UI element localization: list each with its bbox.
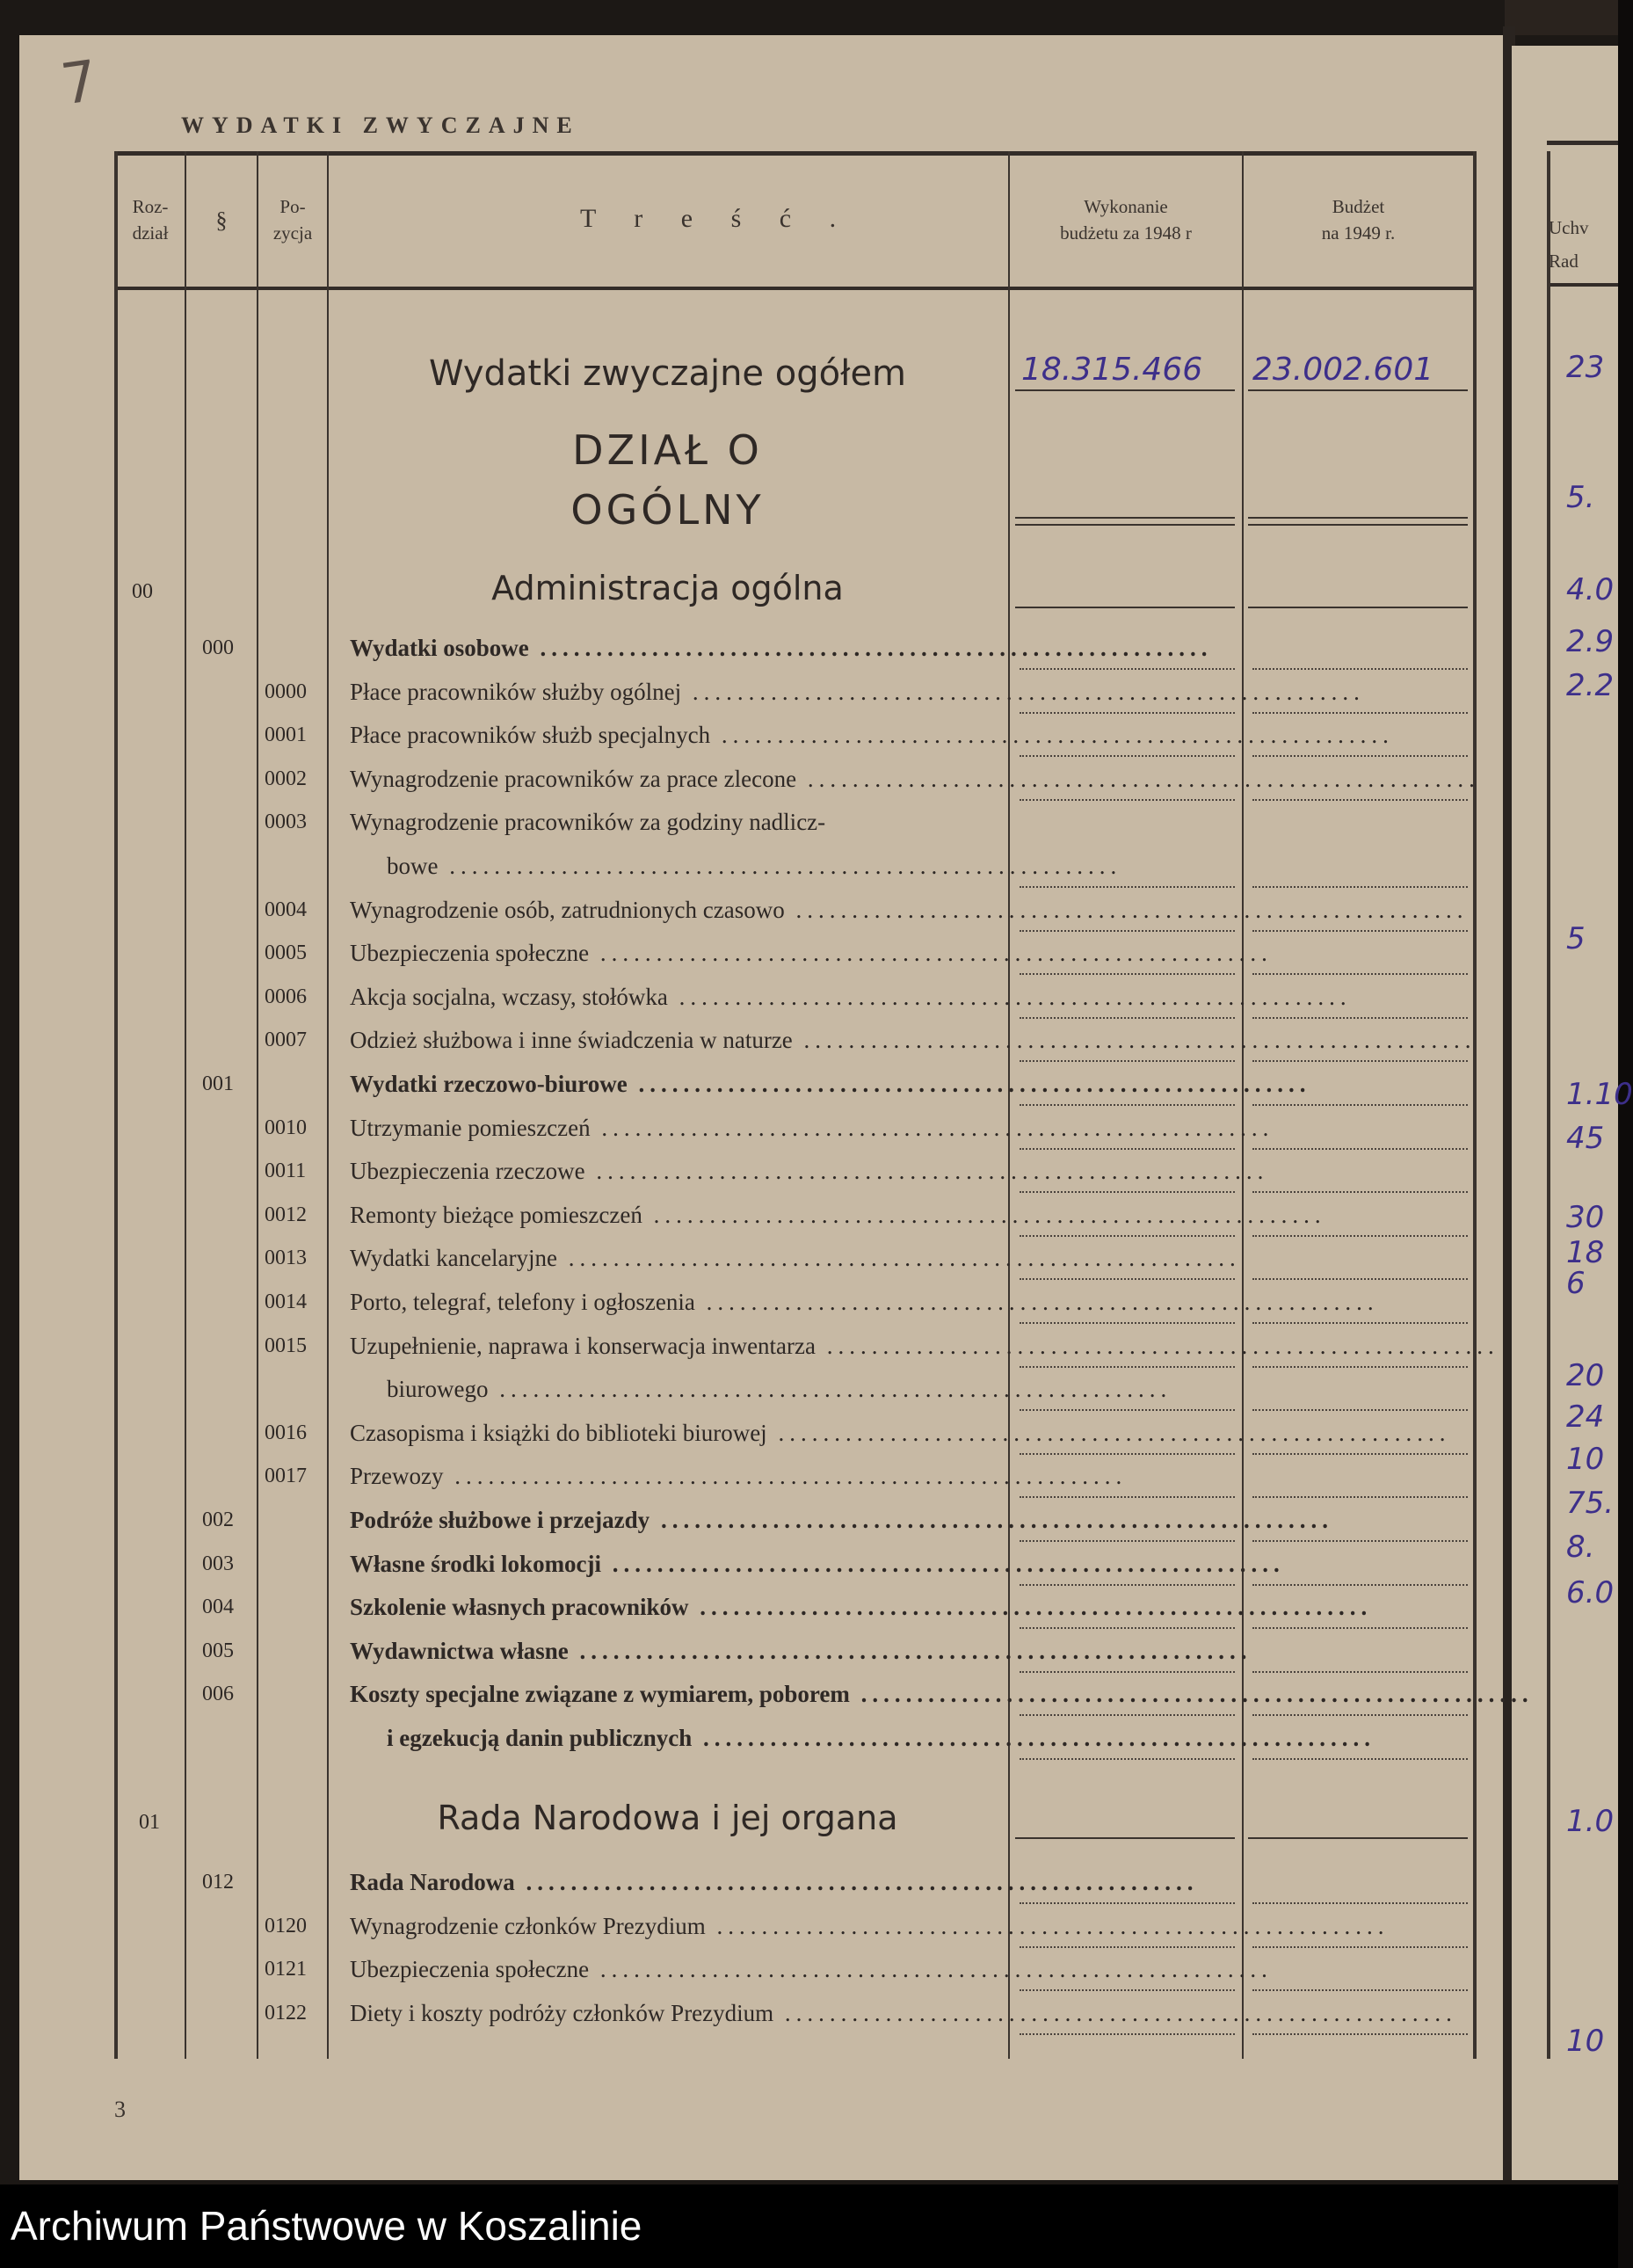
total-underline-1948	[1015, 389, 1235, 391]
entry-line-1949	[1252, 1235, 1468, 1237]
row-text: Wydatki rzeczowo-biurowe	[350, 1071, 628, 1097]
next-page-value: 1.10	[1566, 1077, 1633, 1112]
leader-dots: ............................................................	[796, 766, 1480, 792]
row-text: biurowego	[387, 1376, 489, 1402]
entry-line-1949	[1252, 1409, 1468, 1411]
row-text: Własne środki lokomocji	[350, 1551, 602, 1577]
header-rozdzial-line2: dział	[132, 222, 169, 244]
next-page-value: 8.	[1566, 1530, 1595, 1565]
header-budzet	[1244, 193, 1473, 246]
entry-line-1949	[1252, 1104, 1468, 1106]
rada-rule-1949	[1248, 1837, 1468, 1839]
row-paragraf: 001	[202, 1072, 234, 1095]
page-title: WYDATKI ZWYCZAJNE	[181, 113, 580, 138]
row-pozycja: 0006	[265, 985, 307, 1008]
next-page-value: 4.0	[1566, 572, 1615, 607]
leader-dots: ............................................................	[681, 679, 1365, 705]
leader-dots: ............................................................	[627, 1071, 1311, 1097]
header-pozycja-line2: zycja	[272, 222, 313, 244]
row-pozycja: 0011	[265, 1159, 307, 1182]
row-pozycja: 0122	[265, 2002, 307, 2024]
header-pozycja-line1: Po-	[279, 196, 306, 217]
row-text: Koszty specjalne związane z wymiarem, poborem	[350, 1681, 850, 1707]
entry-line-1948	[1020, 1278, 1235, 1280]
next-page-value: 24	[1566, 1399, 1605, 1435]
row-pozycja: 0013	[265, 1247, 307, 1269]
header-wykonanie-line2: budżetu za 1948 r	[1060, 222, 1192, 244]
row-description	[350, 1594, 1373, 1621]
row-pozycja: 0003	[265, 811, 307, 833]
leader-dots: ............................................................	[694, 1289, 1379, 1315]
next-page-value: 18	[1566, 1235, 1605, 1270]
next-page-table-header-rule	[1547, 283, 1618, 287]
entry-line-1949	[1252, 1758, 1468, 1760]
entry-line-1948	[1020, 1148, 1235, 1150]
dzial-rule-a	[1015, 517, 1235, 519]
header-budzet-line1: Budżet	[1332, 196, 1385, 217]
total-underline-1949	[1248, 389, 1468, 391]
row-description	[350, 1071, 1311, 1098]
row-description	[387, 1376, 1172, 1403]
entry-line-1948	[1020, 2033, 1235, 2035]
entry-line-1948	[1020, 712, 1235, 714]
entry-line-1949	[1252, 1671, 1468, 1673]
page-number: 3	[114, 2097, 126, 2122]
leader-dots: ............................................................	[849, 1681, 1534, 1707]
row-text: i egzekucją danin publicznych	[387, 1725, 693, 1751]
entry-line-1948	[1020, 886, 1235, 888]
admin-label: Administracja ogólna	[491, 569, 844, 607]
next-page-value: 23	[1566, 350, 1605, 385]
total-wykonanie-1948: 18.315.466	[1021, 352, 1203, 388]
next-page-table-border	[1547, 151, 1550, 2059]
entry-line-1948	[1020, 1104, 1235, 1106]
entry-line-1949	[1252, 1714, 1468, 1716]
row-text: Wydawnictwa własne	[350, 1638, 569, 1664]
entry-line-1948	[1020, 1060, 1235, 1062]
leader-dots: ............................................................	[528, 635, 1213, 661]
next-page-table-top	[1547, 141, 1618, 145]
leader-dots: ............................................................	[601, 1551, 1285, 1577]
total-label: Wydatki zwyczajne ogółem	[428, 353, 907, 394]
row-pozycja: 0121	[265, 1958, 307, 1981]
row-description	[350, 1333, 1499, 1360]
leader-dots: ............................................................	[488, 1376, 1172, 1402]
entry-line-1949	[1252, 668, 1468, 670]
table-left-border	[114, 151, 118, 2059]
total-budzet-1949: 23.002.601	[1252, 352, 1434, 388]
header-tresc: T r e ś ć .	[580, 204, 853, 233]
next-page-value: 10	[1566, 1442, 1605, 1477]
row-description	[350, 1463, 1128, 1490]
col-divider-rozdzial	[185, 151, 186, 2059]
entry-line-1949	[1252, 1989, 1468, 1991]
row-text: Ubezpieczenia rzeczowe	[350, 1158, 585, 1184]
entry-line-1948	[1020, 1714, 1235, 1716]
row-description	[350, 1158, 1269, 1185]
entry-line-1948	[1020, 973, 1235, 975]
leader-dots: ............................................................	[589, 1956, 1273, 1982]
entry-line-1949	[1252, 1278, 1468, 1280]
entry-line-1948	[1020, 1758, 1235, 1760]
row-description	[350, 897, 1469, 924]
entry-line-1949	[1252, 1584, 1468, 1586]
row-text: Uzupełnienie, naprawa i konserwacja inwentarza	[350, 1333, 816, 1359]
row-description	[350, 1551, 1285, 1578]
entry-line-1948	[1020, 1235, 1235, 1237]
next-page-header	[1549, 211, 1589, 278]
row-text: Remonty bieżące pomieszczeń	[350, 1202, 642, 1228]
header-rozdzial	[116, 193, 185, 246]
entry-line-1949	[1252, 755, 1468, 757]
entry-line-1949	[1252, 1946, 1468, 1948]
entry-line-1949	[1252, 1453, 1468, 1455]
row-pozycja: 0002	[265, 767, 307, 790]
leader-dots: ............................................................	[710, 722, 1394, 748]
row-description	[350, 1507, 1333, 1534]
entry-line-1948	[1020, 1627, 1235, 1629]
leader-dots: ............................................................	[784, 897, 1469, 923]
next-page-value: 2.2	[1566, 668, 1615, 703]
dzial-title: DZIAŁ O	[572, 426, 763, 474]
row-pozycja: 0017	[265, 1465, 307, 1487]
header-paragraf: §	[215, 207, 228, 233]
header-wykonanie	[1010, 193, 1242, 246]
row-paragraf: 002	[202, 1508, 234, 1531]
leader-dots: ............................................................	[688, 1594, 1373, 1620]
next-page-value: 10	[1566, 2024, 1605, 2059]
entry-line-1948	[1020, 930, 1235, 932]
leader-dots: ............................................................	[584, 1158, 1269, 1184]
row-text: Wynagrodzenie pracowników za prace zlecone	[350, 766, 797, 792]
table-header-rule	[114, 287, 1477, 290]
col-divider-paragraf	[257, 151, 258, 2059]
entry-line-1949	[1252, 1148, 1468, 1150]
next-page-value: 6.0	[1566, 1575, 1615, 1610]
entry-line-1948	[1020, 668, 1235, 670]
leader-dots: ............................................................	[667, 984, 1352, 1010]
entry-line-1948	[1020, 755, 1235, 757]
leader-dots: ............................................................	[514, 1869, 1199, 1895]
row-description	[350, 809, 996, 836]
row-text: Odzież służbowa i inne świadczenia w naturze	[350, 1027, 793, 1053]
leader-dots: ............................................................	[792, 1027, 1477, 1053]
entry-line-1949	[1252, 1627, 1468, 1629]
row-paragraf: 006	[202, 1683, 234, 1705]
row-description	[350, 1913, 1390, 1940]
leader-dots: ............................................................	[650, 1507, 1333, 1533]
next-page-header-line2: Rad	[1549, 251, 1579, 272]
entry-line-1949	[1252, 973, 1468, 975]
row-pozycja: 0004	[265, 898, 307, 921]
leader-dots: ............................................................	[590, 1115, 1274, 1141]
row-text: Akcja socjalna, wczasy, stołówka	[350, 984, 668, 1010]
row-description	[350, 2000, 1457, 2027]
rada-label: Rada Narodowa i jej organa	[437, 1799, 898, 1837]
next-page-value: 6	[1566, 1266, 1586, 1301]
row-paragraf: 003	[202, 1552, 234, 1575]
next-page-value: 5	[1566, 921, 1586, 956]
entry-line-1949	[1252, 712, 1468, 714]
pen-mark: 7	[57, 48, 102, 119]
row-text: Czasopisma i książki do biblioteki biurowej	[350, 1420, 767, 1446]
entry-line-1949	[1252, 1322, 1468, 1324]
rada-rule-1948	[1015, 1837, 1235, 1839]
row-description	[350, 766, 1480, 793]
row-paragraf: 012	[202, 1871, 234, 1894]
entry-line-1948	[1020, 1453, 1235, 1455]
leader-dots: ............................................................	[557, 1245, 1241, 1271]
row-description	[350, 722, 1394, 749]
leader-dots: ............................................................	[443, 1463, 1128, 1489]
row-pozycja: 0016	[265, 1421, 307, 1444]
row-pozycja: 0120	[265, 1915, 307, 1937]
next-page-value: 20	[1566, 1358, 1605, 1393]
scan-edge	[1505, 0, 1618, 35]
header-wykonanie-line1: Wykonanie	[1084, 196, 1168, 217]
admin-rule-1948	[1015, 607, 1235, 608]
leader-dots: ............................................................	[766, 1420, 1451, 1446]
entry-line-1948	[1020, 1902, 1235, 1904]
row-description	[350, 1420, 1451, 1447]
leader-dots: ............................................................	[642, 1202, 1326, 1228]
row-paragraf: 005	[202, 1639, 234, 1662]
entry-line-1948	[1020, 1989, 1235, 1991]
row-text: Porto, telegraf, telefony i ogłoszenia	[350, 1289, 695, 1315]
leader-dots: ............................................................	[438, 853, 1122, 879]
row-text: Płace pracowników służb specjalnych	[350, 722, 711, 748]
row-description	[350, 1027, 1477, 1054]
row-text: Podróże służbowe i przejazdy	[350, 1507, 650, 1533]
row-text: Wynagrodzenie członków Prezydium	[350, 1913, 706, 1939]
row-text: bowe	[387, 853, 439, 879]
entry-line-1948	[1020, 1946, 1235, 1948]
row-text: Rada Narodowa	[350, 1869, 515, 1895]
next-page-value: 2.9	[1566, 624, 1615, 659]
next-page-value: 30	[1566, 1200, 1605, 1235]
entry-line-1948	[1020, 1496, 1235, 1498]
row-text: Wydatki kancelaryjne	[350, 1245, 558, 1271]
row-description	[350, 1869, 1199, 1896]
row-paragraf: 004	[202, 1596, 234, 1618]
row-pozycja: 0000	[265, 680, 307, 703]
rada-rozdzial-code: 01	[139, 1811, 160, 1834]
entry-line-1948	[1020, 1671, 1235, 1673]
entry-line-1948	[1020, 799, 1235, 801]
row-description	[350, 1956, 1273, 1983]
row-description	[350, 1638, 1252, 1665]
entry-line-1949	[1252, 930, 1468, 932]
entry-line-1948	[1020, 1017, 1235, 1019]
row-description	[350, 1681, 1534, 1708]
row-description	[350, 1115, 1274, 1142]
next-page-header-line1: Uchv	[1549, 217, 1589, 238]
leader-dots: ............................................................	[705, 1913, 1390, 1939]
entry-line-1949	[1252, 1191, 1468, 1193]
row-description	[350, 635, 1213, 662]
entry-line-1949	[1252, 1496, 1468, 1498]
entry-line-1948	[1020, 1322, 1235, 1324]
row-description	[350, 1289, 1379, 1316]
row-description	[350, 1202, 1326, 1229]
admin-rozdzial-code: 00	[132, 580, 153, 603]
row-text: Szkolenie własnych pracowników	[350, 1594, 689, 1620]
row-description	[387, 853, 1122, 880]
leader-dots: ............................................................	[589, 940, 1273, 966]
row-text: Utrzymanie pomieszczeń	[350, 1115, 591, 1141]
leader-dots: ............................................................	[816, 1333, 1499, 1359]
dzial-rule-c	[1248, 517, 1468, 519]
row-pozycja: 0007	[265, 1029, 307, 1051]
col-divider-wykonanie	[1242, 151, 1244, 2059]
row-description	[387, 1725, 1376, 1752]
leader-dots: ............................................................	[568, 1638, 1252, 1664]
row-text: Ubezpieczenia społeczne	[350, 1956, 590, 1982]
entry-line-1949	[1252, 799, 1468, 801]
table-top-rule	[114, 151, 1477, 156]
row-text: Przewozy	[350, 1463, 444, 1489]
entry-line-1948	[1020, 1409, 1235, 1411]
row-pozycja: 0010	[265, 1116, 307, 1139]
entry-line-1949	[1252, 1017, 1468, 1019]
row-pozycja: 0014	[265, 1290, 307, 1313]
row-description	[350, 679, 1365, 706]
header-budzet-line2: na 1949 r.	[1321, 222, 1396, 244]
entry-line-1948	[1020, 1191, 1235, 1193]
header-rozdzial-line1: Roz-	[132, 196, 169, 217]
header-pozycja	[258, 193, 327, 246]
entry-line-1949	[1252, 2033, 1468, 2035]
row-pozycja: 0012	[265, 1203, 307, 1226]
next-page-value: 75.	[1566, 1486, 1615, 1521]
admin-rule-1949	[1248, 607, 1468, 608]
table-right-border	[1473, 151, 1477, 2059]
row-pozycja: 0005	[265, 941, 307, 964]
archive-name: Archiwum Państwowe w Koszalinie	[11, 2203, 642, 2249]
entry-line-1949	[1252, 1902, 1468, 1904]
row-description	[350, 1245, 1241, 1272]
entry-line-1949	[1252, 1060, 1468, 1062]
archive-footer	[0, 2184, 1618, 2268]
next-page-value: 1.0	[1566, 1804, 1615, 1839]
leader-dots: ............................................................	[692, 1725, 1376, 1751]
entry-line-1949	[1252, 886, 1468, 888]
entry-line-1948	[1020, 1584, 1235, 1586]
row-text: Ubezpieczenia społeczne	[350, 940, 590, 966]
col-divider-tresc	[1008, 151, 1010, 2059]
row-text: Wydatki osobowe	[350, 635, 529, 661]
entry-line-1948	[1020, 1540, 1235, 1542]
row-pozycja: 0001	[265, 723, 307, 746]
dzial-subtitle: OGÓLNY	[570, 486, 765, 534]
row-text: Diety i koszty podróży członków Prezydium	[350, 2000, 774, 2026]
next-page-value: 5.	[1566, 480, 1595, 515]
dzial-rule-d	[1248, 524, 1468, 526]
entry-line-1949	[1252, 1540, 1468, 1542]
row-description	[350, 984, 1352, 1011]
row-pozycja: 0015	[265, 1334, 307, 1357]
entry-line-1948	[1020, 1366, 1235, 1368]
row-text: Wynagrodzenie pracowników za godziny nadlicz-	[350, 809, 826, 835]
next-page-value: 45	[1566, 1121, 1605, 1156]
entry-line-1949	[1252, 1366, 1468, 1368]
row-text: Wynagrodzenie osób, zatrudnionych czasowo	[350, 897, 785, 923]
dzial-rule-b	[1015, 524, 1235, 526]
leader-dots: ............................................................	[773, 2000, 1457, 2026]
row-text: Płace pracowników służby ogólnej	[350, 679, 682, 705]
row-paragraf: 000	[202, 636, 234, 659]
row-description	[350, 940, 1273, 967]
